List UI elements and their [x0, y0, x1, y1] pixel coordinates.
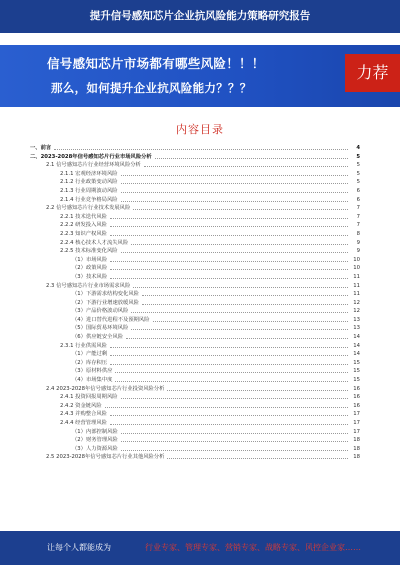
toc-leader-dots: [121, 247, 348, 253]
toc-leader-dots: [167, 385, 348, 391]
toc-page-number: 14: [353, 342, 360, 349]
toc-leader-dots: [110, 342, 348, 348]
toc-leader-dots: [121, 170, 348, 176]
toc-page-number: 16: [353, 394, 360, 401]
toc-entry[interactable]: [28, 256, 360, 265]
toc-entry[interactable]: [28, 170, 360, 179]
toc-entry[interactable]: [28, 307, 360, 316]
toc-entry[interactable]: [28, 239, 360, 248]
toc-leader-dots: [110, 264, 348, 270]
toc-entry-title: （2）库存积压: [72, 359, 108, 366]
toc-page-number: 18: [353, 454, 360, 461]
toc-leader-dots: [121, 393, 348, 399]
toc-leader-dots: [126, 333, 348, 339]
toc-entry-title: （3）人力资源风险: [72, 445, 118, 452]
toc-leader-dots: [110, 359, 348, 365]
footer-bar: [0, 531, 400, 565]
toc-entry[interactable]: [28, 376, 360, 385]
footer-roles: 行业专家、管理专家、营销专家、战略专家、风控企业家……: [145, 543, 361, 552]
toc-entry-title: 2.4 2023-2028年信号感知芯片行业投资风险分析: [46, 385, 165, 392]
toc-page-number: 6: [356, 187, 360, 194]
toc-page-number: 11: [353, 273, 360, 280]
footer-slogan: 让每个人都能成为: [47, 543, 111, 552]
toc-leader-dots: [54, 144, 348, 150]
toc-entry-title: 2.1.1 宏观经济环境风险: [60, 170, 118, 177]
toc-leader-dots: [167, 453, 348, 459]
toc-entry-title: 2.1.2 行业政策变动风险: [60, 179, 118, 186]
toc-entry-title: 2.2.4 核心技术人才流失风险: [60, 239, 129, 246]
toc-page-number: 12: [353, 308, 360, 315]
promo-banner: [0, 45, 400, 107]
toc-entry[interactable]: [28, 161, 360, 170]
toc-page-number: 14: [353, 334, 360, 341]
toc-entry-title: （1）市场风险: [72, 256, 108, 263]
toc-page-number: 8: [356, 230, 360, 237]
toc-page-number: 7: [356, 213, 360, 220]
toc-entry[interactable]: [28, 385, 360, 394]
toc-leader-dots: [110, 221, 348, 227]
toc-page-number: 7: [356, 222, 360, 229]
toc-page-number: 18: [353, 445, 360, 452]
toc-leader-dots: [144, 161, 348, 167]
toc-entry-title: （3）原材料供应: [72, 368, 113, 375]
toc-entry-title: （2）政策风险: [72, 265, 108, 272]
toc-entry[interactable]: [28, 299, 360, 308]
toc-entry-title: 2.2.2 研发投入风险: [60, 222, 107, 229]
toc-entry[interactable]: [28, 402, 360, 411]
banner-subheadline: 那么，如何提升企业抗风险能力？？？: [51, 81, 252, 95]
toc-entry-title: （1）下游需求结构变化风险: [72, 291, 139, 298]
toc-entry[interactable]: [28, 187, 360, 196]
toc-entry-title: 2.4.4 经营管理风险: [60, 420, 107, 426]
toc-entry-title: 2.1 信号感知芯片行业经营环境风险分析: [46, 162, 141, 169]
toc-page-number: 13: [353, 325, 360, 332]
toc-entry[interactable]: [28, 453, 360, 462]
toc-entry[interactable]: [28, 273, 360, 282]
toc-entry[interactable]: [28, 350, 360, 359]
toc-entry[interactable]: [28, 230, 360, 239]
toc-entry[interactable]: [28, 359, 360, 368]
toc-leader-dots: [133, 282, 348, 288]
toc-leader-dots: [131, 239, 348, 245]
toc-entry-title: 2.2 信号感知芯片行业技术发展风险: [46, 205, 131, 212]
toc-entry-title: （3）技术风险: [72, 273, 108, 280]
toc-entry[interactable]: [28, 445, 360, 454]
toc-entry-title: 2.4.1 投资回报周期风险: [60, 394, 118, 401]
toc-leader-dots: [110, 410, 348, 416]
toc-entry-title: 2.1.4 行业竞争格局风险: [60, 196, 118, 203]
toc-page-number: 12: [353, 299, 360, 306]
toc-page-number: 5: [356, 153, 360, 160]
toc-entry-title: （4）进口替代进程不及预期风险: [72, 316, 150, 323]
toc-leader-dots: [110, 256, 348, 262]
toc-entry[interactable]: [28, 290, 360, 299]
toc-entry[interactable]: [28, 144, 360, 153]
toc-entry-title: 2.4.2 资金链风险: [60, 402, 102, 409]
toc-entry-title: （6）供应链安全风险: [72, 334, 124, 341]
toc-entry-title: 2.2.1 技术迭代风险: [60, 213, 107, 220]
toc-entry[interactable]: [28, 247, 360, 256]
toc-entry[interactable]: [28, 153, 360, 162]
toc-entry[interactable]: [28, 213, 360, 222]
toc-entry[interactable]: [28, 410, 360, 419]
toc-leader-dots: [121, 196, 348, 202]
toc-entry-title: 2.4.3 并购整合风险: [60, 411, 107, 418]
toc-entry[interactable]: [28, 221, 360, 230]
report-title-bar: 提升信号感知芯片企业抗风险能力策略研究报告: [0, 0, 400, 33]
toc-leader-dots: [110, 273, 348, 279]
toc-page-number: 11: [353, 282, 360, 289]
banner-headline: 信号感知芯片市场都有哪些风险！！！: [47, 56, 265, 71]
toc-entry[interactable]: [28, 367, 360, 376]
toc-page-number: 5: [356, 170, 360, 177]
toc-entry[interactable]: [28, 333, 360, 342]
toc-page-number: 13: [353, 316, 360, 323]
toc-entry-title: 二、2023-2028年信号感知芯片行业市场风险分析: [30, 153, 152, 160]
toc-page-number: 15: [353, 377, 360, 384]
toc-page-number: 17: [353, 420, 360, 426]
toc-page-number: 17: [353, 428, 360, 435]
toc-page-number: 18: [353, 437, 360, 444]
toc-page-number: 9: [356, 248, 360, 255]
toc-entry-title: 2.3.1 行业供需风险: [60, 342, 107, 349]
toc-entry[interactable]: [28, 316, 360, 325]
toc-leader-dots: [110, 213, 348, 219]
toc-entry[interactable]: [28, 419, 360, 428]
toc-entry-title: （2）下游行业增速放缓风险: [72, 299, 139, 306]
toc-entry[interactable]: [28, 436, 360, 445]
toc-entry-title: （3）产品价格波动风险: [72, 308, 129, 315]
toc-leader-dots: [121, 187, 348, 193]
toc-leader-dots: [131, 324, 348, 330]
toc-page-number: 10: [353, 265, 360, 272]
toc-entry-title: 一、前言: [30, 145, 52, 151]
toc-leader-dots: [121, 436, 348, 442]
toc-entry-title: 2.2.3 知识产权风险: [60, 230, 107, 237]
toc-entry[interactable]: [28, 282, 360, 291]
recommend-badge: 力荐: [345, 54, 400, 92]
toc-page-number: 17: [353, 411, 360, 418]
toc-entry-title: （1）产能过剩: [72, 351, 108, 358]
toc-leader-dots: [115, 376, 348, 382]
table-of-contents: [28, 144, 360, 462]
toc-leader-dots: [131, 307, 348, 313]
toc-leader-dots: [142, 299, 348, 305]
toc-entry[interactable]: [28, 204, 360, 213]
toc-entry-title: 2.3 信号感知芯片行业市场需求风险: [46, 282, 131, 289]
toc-entry-title: （1）内部控制风险: [72, 428, 118, 435]
toc-leader-dots: [115, 367, 348, 373]
toc-page-number: 15: [353, 359, 360, 366]
toc-entry[interactable]: [28, 342, 360, 351]
toc-leader-dots: [121, 445, 348, 451]
toc-page-number: 10: [353, 256, 360, 263]
toc-page-number: 9: [356, 239, 360, 246]
toc-entry[interactable]: [28, 428, 360, 437]
toc-page-number: 4: [356, 145, 360, 151]
toc-page-number: 16: [353, 402, 360, 409]
toc-leader-dots: [153, 316, 348, 322]
toc-leader-dots: [105, 402, 348, 408]
toc-entry-title: 2.2.5 技术标准变化风险: [60, 248, 118, 255]
toc-page-number: 15: [353, 368, 360, 375]
toc-page-number: 14: [353, 351, 360, 358]
toc-page-number: 11: [353, 291, 360, 298]
toc-entry[interactable]: [28, 393, 360, 402]
toc-heading: 内容目录: [176, 123, 224, 136]
toc-entry-title: （2）财务管理风险: [72, 437, 118, 444]
toc-leader-dots: [110, 230, 348, 236]
toc-leader-dots: [110, 350, 348, 356]
toc-leader-dots: [110, 419, 348, 425]
toc-entry[interactable]: [28, 178, 360, 187]
toc-page-number: 6: [356, 196, 360, 203]
toc-leader-dots: [133, 204, 348, 210]
toc-leader-dots: [155, 153, 348, 159]
toc-entry[interactable]: [28, 324, 360, 333]
toc-leader-dots: [121, 178, 348, 184]
toc-page-number: 7: [356, 205, 360, 212]
toc-page-number: 5: [356, 162, 360, 169]
toc-entry-title: （4）市场集中度: [72, 377, 113, 384]
toc-page-number: 5: [356, 179, 360, 186]
toc-entry[interactable]: [28, 196, 360, 205]
toc-entry-title: （5）国际贸易环境风险: [72, 325, 129, 332]
toc-entry-title: 2.5 2023-2028年信号感知芯片行业其他风险分析: [46, 454, 165, 461]
toc-entry[interactable]: [28, 264, 360, 273]
toc-leader-dots: [142, 290, 348, 296]
toc-leader-dots: [121, 428, 348, 434]
toc-entry-title: 2.1.3 行业周期波动风险: [60, 187, 118, 194]
toc-page-number: 16: [353, 385, 360, 392]
